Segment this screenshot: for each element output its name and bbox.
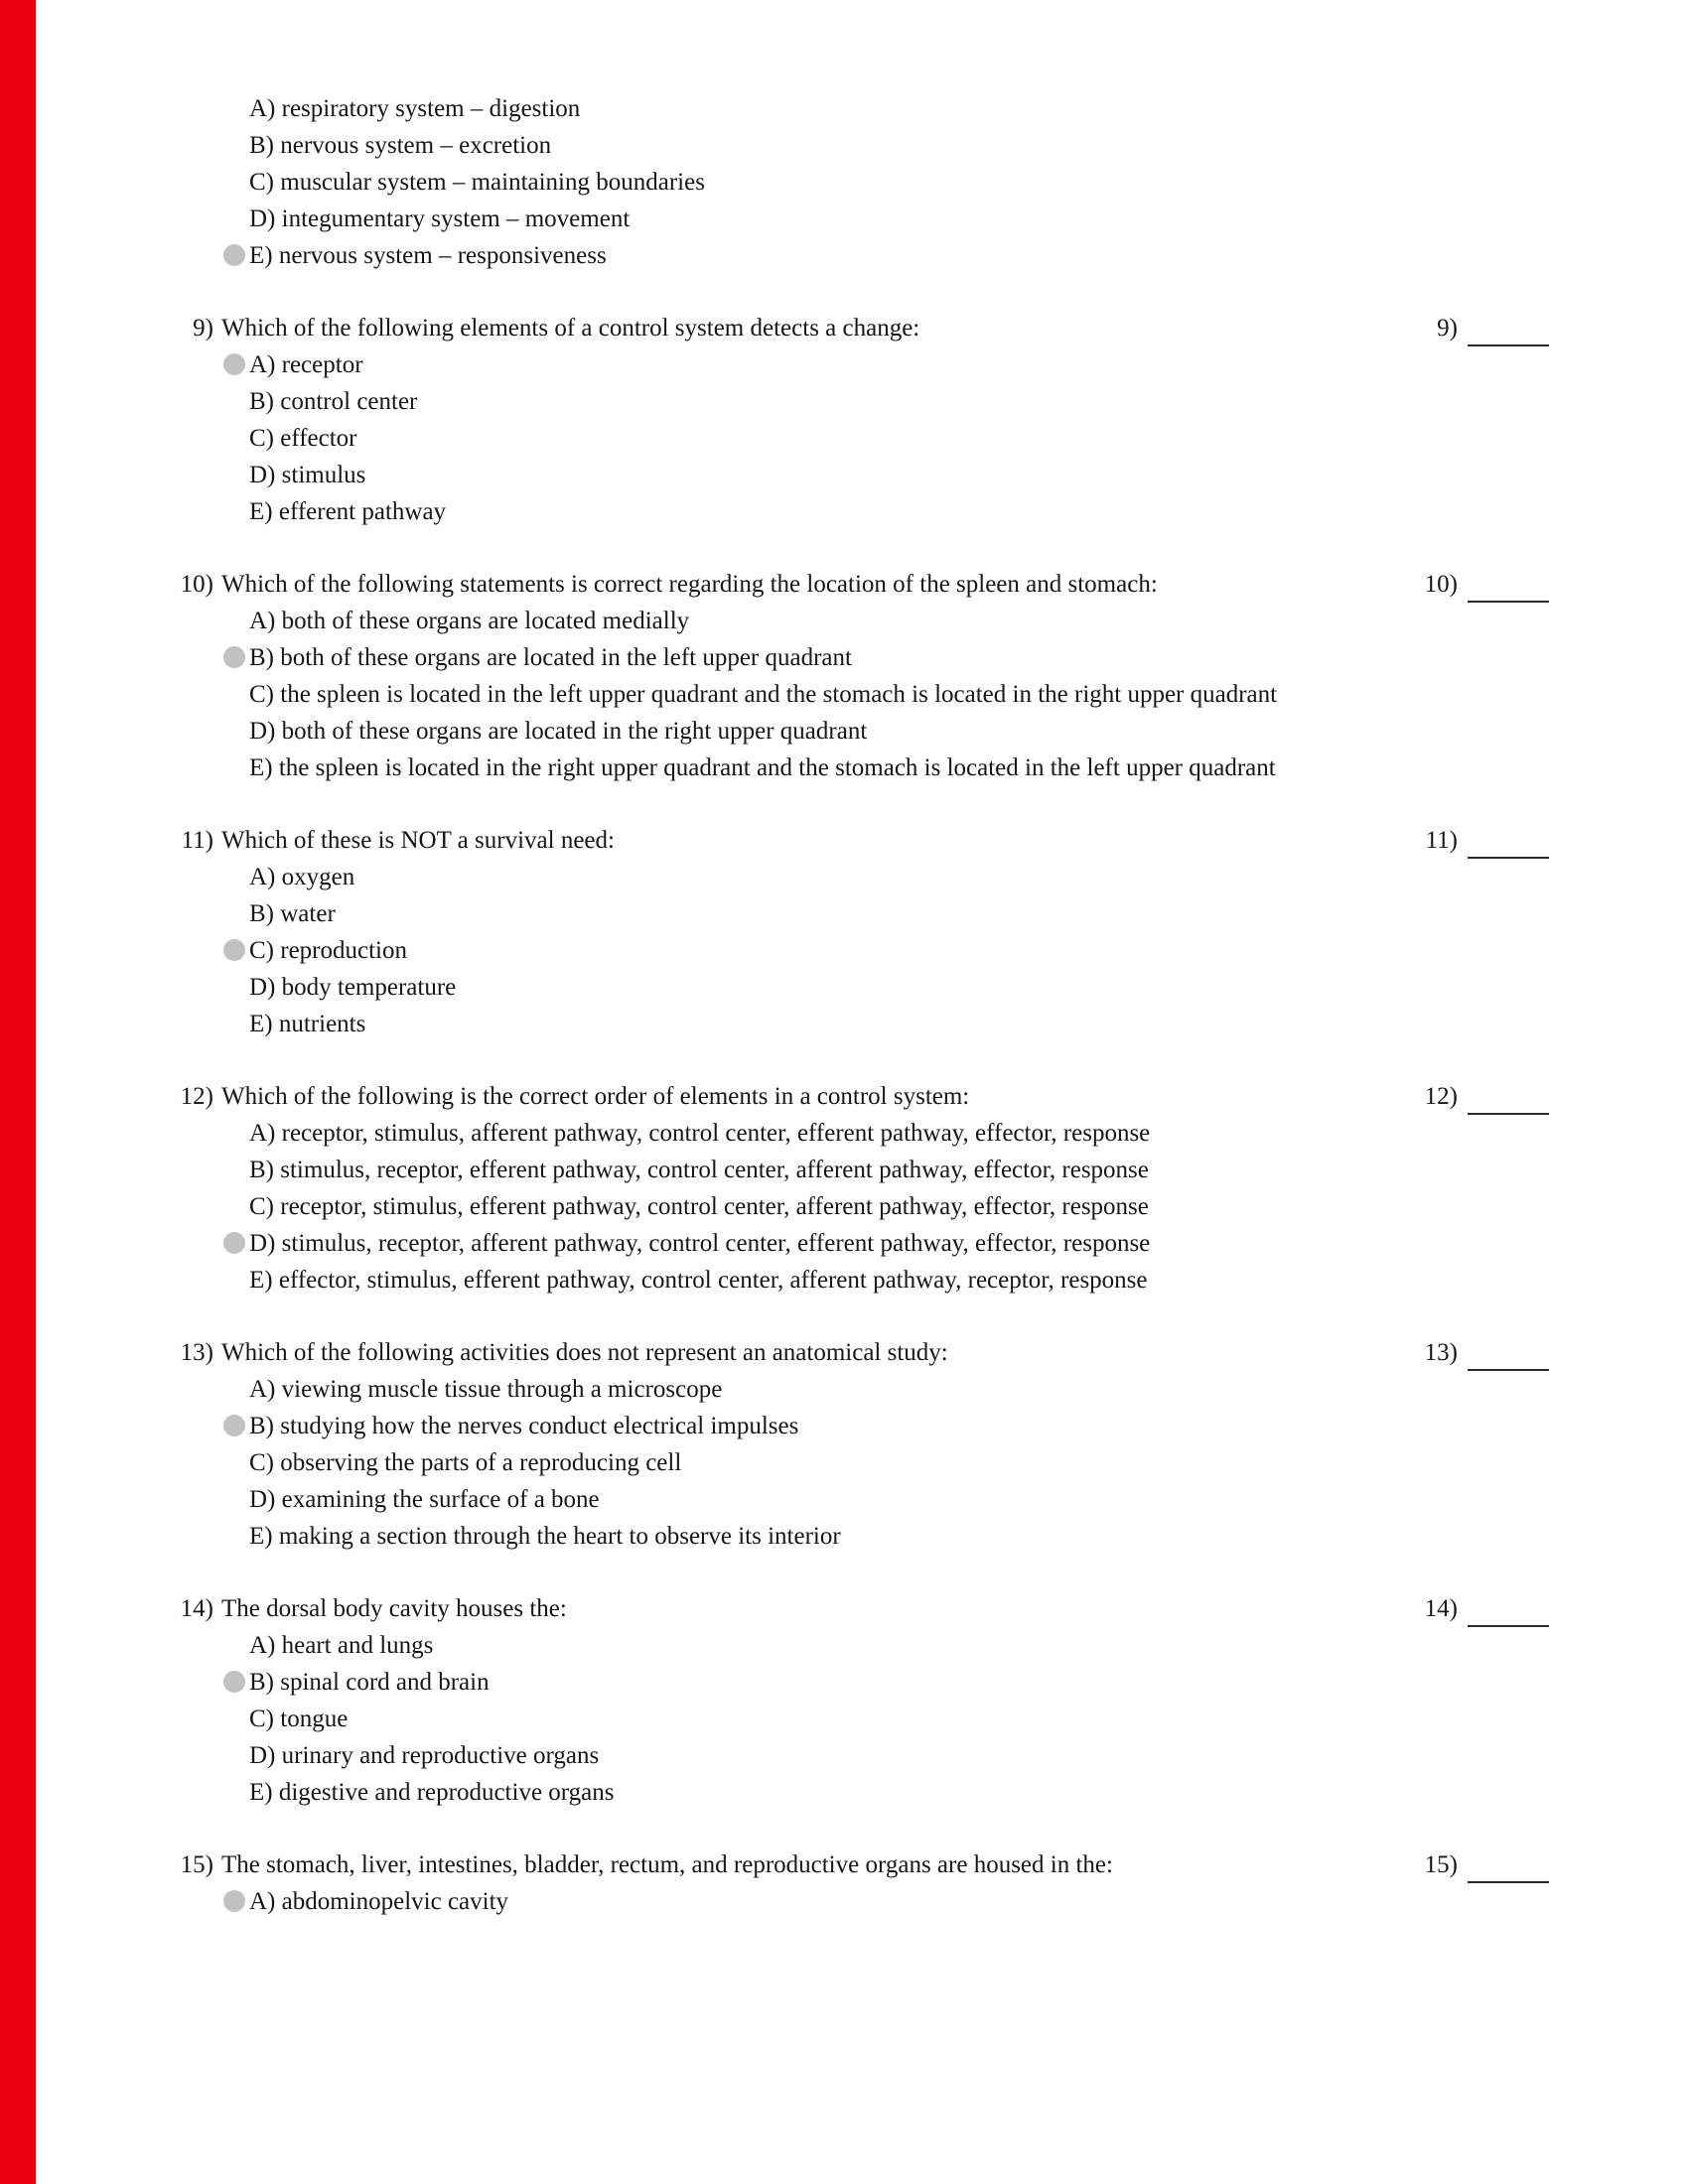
question-text: Which of the following is the correct order of elements in a control system:	[221, 1083, 970, 1110]
answer-option	[249, 1664, 1341, 1701]
answer-blank	[1468, 1853, 1549, 1883]
options-list	[249, 346, 1549, 530]
selected-answer-dot	[223, 353, 245, 375]
answer-option	[249, 713, 1341, 750]
answer-option	[249, 1408, 1341, 1444]
option-letter: A)	[249, 864, 276, 890]
answer-number: 15)	[1424, 1851, 1458, 1878]
option-letter: E)	[249, 242, 273, 269]
question-text: Which of the following statements is correct regarding the location of the spleen and stomach:	[221, 571, 1158, 598]
option-text: examining the surface of a bone	[281, 1486, 600, 1513]
option-text: stimulus, receptor, afferent pathway, control center, efferent pathway, effector, response	[281, 1230, 1151, 1257]
answer-blank	[1468, 317, 1549, 346]
option-text: studying how the nerves conduct electrical impulses	[280, 1413, 799, 1439]
option-letter: A)	[249, 1888, 276, 1915]
answer-number: 10)	[1424, 571, 1458, 598]
options-list	[249, 1115, 1549, 1298]
option-letter: A)	[249, 608, 276, 634]
option-text: both of these organs are located in the right upper quadrant	[281, 718, 868, 745]
answer-number: 13)	[1424, 1339, 1458, 1366]
option-letter: E)	[249, 1523, 273, 1550]
option-letter: D)	[249, 205, 276, 232]
option-letter: B)	[249, 644, 274, 671]
option-letter: B)	[249, 1157, 274, 1183]
answer-option	[249, 603, 1341, 639]
option-text: both of these organs are located medially	[281, 608, 690, 634]
answer-option	[249, 493, 1341, 530]
question-text: The dorsal body cavity houses the:	[221, 1595, 567, 1622]
question-number: 15)	[180, 1851, 213, 1878]
option-text: tongue	[280, 1706, 349, 1732]
option-letter: C)	[249, 937, 274, 964]
selected-answer-dot	[223, 1415, 245, 1436]
option-letter: D)	[249, 1230, 276, 1257]
option-letter: B)	[249, 388, 274, 415]
question-number: 13)	[180, 1339, 213, 1366]
option-letter: C)	[249, 1706, 274, 1732]
option-text: control center	[280, 388, 418, 415]
answer-option	[249, 1225, 1341, 1262]
answer-field	[1410, 1846, 1549, 1883]
question-number: 12)	[180, 1083, 213, 1110]
option-letter: E)	[249, 498, 273, 525]
option-letter: C)	[249, 425, 274, 452]
option-text: heart and lungs	[281, 1632, 434, 1659]
answer-option	[249, 1737, 1341, 1774]
question-line	[154, 1078, 1549, 1115]
option-text: both of these organs are located in the left upper quadrant	[280, 644, 852, 671]
option-text: effector	[280, 425, 357, 452]
answer-option	[249, 1006, 1341, 1042]
option-text: reproduction	[280, 937, 407, 964]
selected-answer-dot	[223, 244, 245, 266]
option-letter: B)	[249, 900, 274, 927]
question-block	[154, 310, 1549, 530]
question-block	[154, 1078, 1549, 1298]
option-text: receptor, stimulus, efferent pathway, control center, afferent pathway, effector, response	[280, 1193, 1149, 1220]
option-text: urinary and reproductive organs	[281, 1742, 600, 1769]
option-letter: B)	[249, 132, 274, 159]
option-text: nutrients	[278, 1011, 366, 1037]
question-line	[154, 1846, 1549, 1883]
question-line	[154, 1334, 1549, 1371]
question-number: 10)	[180, 571, 213, 598]
options-list	[249, 1627, 1549, 1811]
question-block	[154, 1334, 1549, 1555]
answer-option	[249, 932, 1341, 969]
answer-option	[249, 420, 1341, 457]
answer-option	[249, 895, 1341, 932]
answer-field	[1410, 566, 1549, 603]
answer-number: 11)	[1425, 827, 1458, 854]
answer-option	[249, 676, 1341, 713]
option-letter: C)	[249, 1449, 274, 1476]
option-letter: E)	[249, 754, 273, 781]
answer-blank	[1468, 1085, 1549, 1115]
answer-option	[249, 1481, 1341, 1518]
question-text: Which of the following activities does not represent an anatomical study:	[221, 1339, 948, 1366]
selected-answer-dot	[223, 646, 245, 668]
answer-option	[249, 457, 1341, 493]
answer-number: 9)	[1437, 315, 1458, 341]
answer-option	[249, 1188, 1341, 1225]
options-list	[249, 859, 1549, 1042]
answer-option	[249, 1444, 1341, 1481]
option-letter: D)	[249, 974, 276, 1001]
answer-option	[249, 639, 1341, 676]
quiz-content	[154, 0, 1549, 1920]
option-letter: E)	[249, 1011, 273, 1037]
answer-option	[249, 1115, 1341, 1152]
answer-option	[249, 1883, 1341, 1920]
option-letter: D)	[249, 1486, 276, 1513]
question-block	[154, 566, 1549, 786]
answer-option	[249, 1371, 1341, 1408]
option-text: receptor, stimulus, afferent pathway, control center, efferent pathway, effector, response	[281, 1120, 1151, 1147]
question-number: 11)	[181, 827, 213, 854]
answer-option	[249, 237, 1341, 274]
answer-field	[1410, 1078, 1549, 1115]
answer-option	[249, 1518, 1341, 1555]
answer-blank	[1468, 573, 1549, 603]
option-letter: A)	[249, 1120, 276, 1147]
answer-option	[249, 750, 1341, 786]
answer-field	[1410, 310, 1549, 346]
question-block	[154, 1846, 1549, 1920]
answer-option	[249, 1701, 1341, 1737]
option-text: water	[280, 900, 336, 927]
selected-answer-dot	[223, 939, 245, 961]
option-text: respiratory system – digestion	[281, 95, 581, 122]
answer-field	[1410, 1590, 1549, 1627]
option-letter: C)	[249, 169, 274, 196]
option-text: the spleen is located in the right upper quadrant and the stomach is located in the left upper quadrant	[278, 754, 1276, 781]
option-text: nervous system – excretion	[280, 132, 552, 159]
option-text: receptor	[281, 351, 363, 378]
answer-option	[249, 969, 1341, 1006]
option-letter: D)	[249, 462, 276, 488]
answer-option	[249, 1627, 1341, 1664]
option-text: effector, stimulus, efferent pathway, control center, afferent pathway, receptor, response	[278, 1267, 1148, 1294]
answer-option	[249, 383, 1341, 420]
option-text: digestive and reproductive organs	[278, 1779, 615, 1806]
option-letter: D)	[249, 1742, 276, 1769]
option-text: oxygen	[281, 864, 355, 890]
option-letter: E)	[249, 1779, 273, 1806]
answer-option	[249, 346, 1341, 383]
answer-blank	[1468, 1341, 1549, 1371]
answer-blank	[1468, 1597, 1549, 1627]
answer-option	[249, 164, 1341, 201]
answer-number: 12)	[1424, 1083, 1458, 1110]
option-text: spinal cord and brain	[280, 1669, 490, 1696]
left-margin-stripe	[0, 0, 36, 2184]
option-text: making a section through the heart to observe its interior	[278, 1523, 841, 1550]
options-list	[249, 1883, 1549, 1920]
answer-option	[249, 201, 1341, 237]
option-letter: D)	[249, 718, 276, 745]
answer-option	[249, 1152, 1341, 1188]
option-text: body temperature	[281, 974, 457, 1001]
answer-option	[249, 1262, 1341, 1298]
option-text: stimulus, receptor, efferent pathway, control center, afferent pathway, effector, response	[280, 1157, 1149, 1183]
option-text: efferent pathway	[278, 498, 447, 525]
question-text: Which of the following elements of a control system detects a change:	[221, 315, 920, 341]
answer-option	[249, 90, 1341, 127]
option-text: observing the parts of a reproducing cell	[280, 1449, 682, 1476]
option-text: stimulus	[281, 462, 366, 488]
question-block	[154, 1590, 1549, 1811]
question-text: Which of these is NOT a survival need:	[221, 827, 615, 854]
option-letter: B)	[249, 1413, 274, 1439]
answer-field	[1410, 1334, 1549, 1371]
option-text: integumentary system – movement	[281, 205, 631, 232]
selected-answer-dot	[223, 1890, 245, 1912]
question-line	[154, 822, 1549, 859]
option-text: muscular system – maintaining boundaries	[280, 169, 705, 196]
answer-number: 14)	[1424, 1595, 1458, 1622]
answer-field	[1410, 822, 1549, 859]
continued-question-options	[249, 90, 1549, 274]
answer-option	[249, 1774, 1341, 1811]
selected-answer-dot	[223, 1232, 245, 1254]
option-letter: E)	[249, 1267, 273, 1294]
question-block	[154, 822, 1549, 1042]
option-letter: C)	[249, 681, 274, 708]
option-text: nervous system – responsiveness	[278, 242, 607, 269]
question-line	[154, 310, 1549, 346]
option-letter: C)	[249, 1193, 274, 1220]
options-list	[249, 603, 1549, 786]
answer-option	[249, 127, 1341, 164]
option-letter: B)	[249, 1669, 274, 1696]
answer-option	[249, 859, 1341, 895]
question-text: The stomach, liver, intestines, bladder, rectum, and reproductive organs are housed in the:	[221, 1851, 1113, 1878]
option-text: abdominopelvic cavity	[281, 1888, 509, 1915]
question-number: 9)	[193, 315, 213, 341]
question-line	[154, 566, 1549, 603]
selected-answer-dot	[223, 1671, 245, 1693]
question-line	[154, 1590, 1549, 1627]
option-text: the spleen is located in the left upper quadrant and the stomach is located in the right upper quadrant	[280, 681, 1278, 708]
options-list	[249, 1371, 1549, 1555]
answer-blank	[1468, 829, 1549, 859]
option-text: viewing muscle tissue through a microscope	[281, 1376, 723, 1403]
option-letter: A)	[249, 351, 276, 378]
option-letter: A)	[249, 95, 276, 122]
question-number: 14)	[180, 1595, 213, 1622]
option-letter: A)	[249, 1632, 276, 1659]
option-letter: A)	[249, 1376, 276, 1403]
